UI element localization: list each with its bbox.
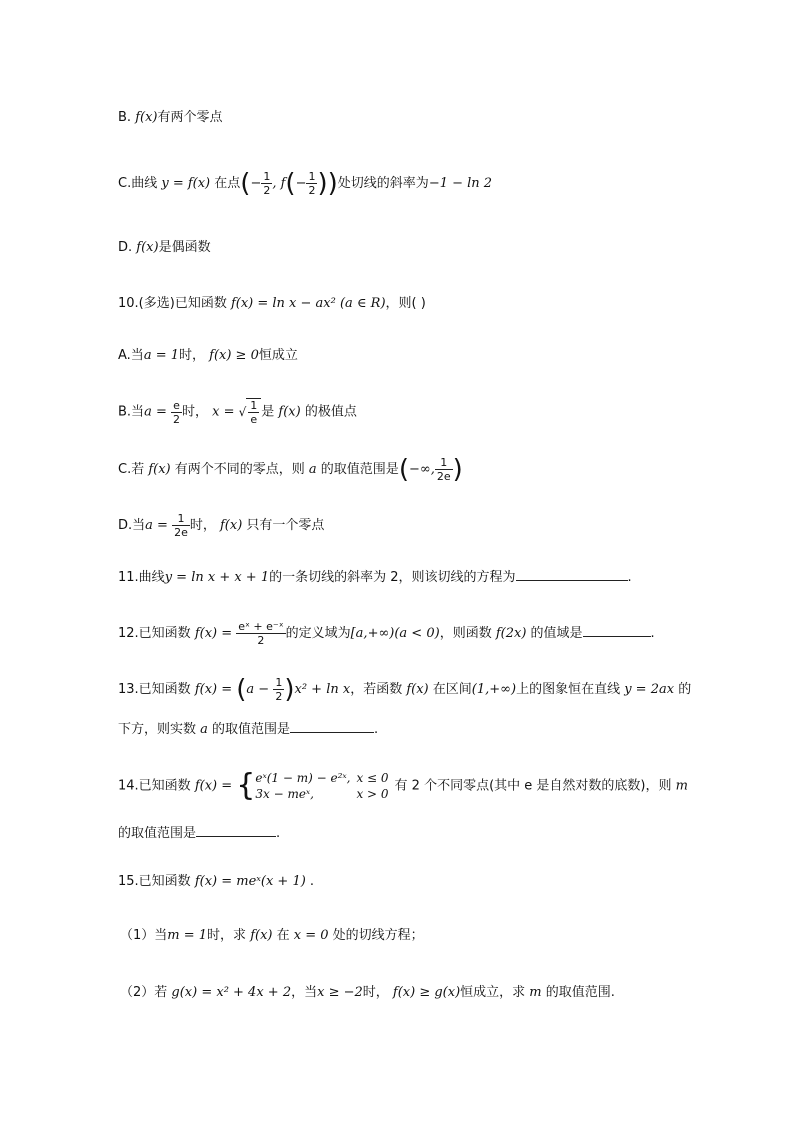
q10-option-c	[118, 456, 463, 483]
question-text: 处的切线方程；	[328, 928, 424, 943]
left-paren: (	[398, 454, 409, 485]
option-label: A.当	[118, 348, 144, 363]
math-expr: f(x)	[136, 240, 159, 255]
fraction	[248, 399, 259, 426]
math-expr: y = 2ax	[620, 682, 679, 697]
fraction-num: 1	[435, 456, 453, 470]
question-number: 12.已知函数	[118, 626, 195, 641]
option-label: B.	[118, 110, 136, 125]
math-expr: a =	[144, 404, 171, 420]
question-number: 15.已知函数	[118, 874, 195, 889]
option-text: 时，	[179, 348, 210, 363]
fraction-num: 1	[250, 399, 258, 412]
fraction-num: 1	[275, 676, 283, 689]
case-expr: eˣ(1 − m) − e²ˣ,	[255, 771, 351, 785]
question-text: 下方，则实数	[118, 722, 197, 737]
math-expr: y = ln x + x + 1	[164, 570, 270, 585]
q10-option-b	[118, 398, 357, 426]
question-text: ，则( )	[385, 296, 426, 311]
fraction-den: 2e	[436, 470, 451, 483]
left-brace: {	[236, 768, 256, 803]
fraction	[261, 170, 272, 197]
math-expr: x = 0	[293, 928, 329, 943]
answer-blank[interactable]	[290, 718, 374, 733]
math-expr: f(x) =	[194, 626, 237, 641]
question-text: 的一条切线的斜率为 2，则该切线的方程为	[269, 570, 516, 585]
option-text: 的极值点	[300, 404, 357, 420]
fraction-num: e	[171, 399, 182, 413]
q10-option-d	[118, 512, 324, 539]
math-expr: x =	[212, 404, 239, 420]
question-text: 时，	[362, 985, 393, 1000]
left-paren: (	[240, 168, 251, 199]
minus-sign: −	[250, 176, 262, 191]
math-expr: −∞,	[408, 462, 435, 477]
q12	[118, 620, 655, 647]
option-text: 是	[261, 404, 279, 420]
math-expr: f(x)	[148, 462, 171, 477]
q10-option-a	[118, 346, 298, 366]
fraction-den: 2	[263, 184, 271, 197]
case-cond: x > 0	[356, 787, 389, 801]
option-text: 有两个零点	[157, 110, 223, 125]
math-expr: a =	[145, 518, 173, 533]
square-root	[239, 398, 262, 426]
fraction-num: 1	[308, 170, 316, 183]
math-expr: x ≥ −2	[317, 985, 363, 1000]
fraction-den: e	[250, 413, 258, 426]
case-cond: x ≤ 0	[356, 771, 389, 785]
option-label: C.若	[118, 462, 149, 477]
right-paren: )	[284, 674, 295, 705]
math-expr: f(x) = ln x − ax² (a ∈ R)	[230, 296, 386, 311]
period: .	[305, 874, 315, 889]
question-text: 的取值范围是	[118, 826, 197, 841]
math-expr: f(x)	[250, 928, 273, 943]
question-number: 11.曲线	[118, 570, 165, 585]
fraction-den: 2	[172, 412, 180, 426]
math-expr: f(x)	[278, 404, 301, 420]
question-number: 14.已知函数	[118, 778, 195, 794]
option-text: 在点	[210, 176, 241, 191]
math-expr: a −	[246, 682, 274, 697]
piecewise-cases	[255, 770, 394, 802]
subquestion-label: （1）当	[120, 928, 168, 943]
math-expr: −1 − ln 2	[428, 176, 493, 191]
option-label: B.当	[118, 404, 145, 420]
math-expr: , f	[272, 176, 286, 191]
period: .	[374, 722, 379, 737]
math-expr: f(x) ≥ g(x)	[392, 985, 461, 1000]
case-expr: 3x − meˣ,	[255, 787, 314, 801]
q15-part2	[120, 983, 615, 1003]
math-expr: x² + ln x	[294, 682, 351, 697]
question-text: 时，求	[207, 928, 251, 943]
period: .	[650, 626, 655, 641]
option-label: D.	[118, 240, 137, 255]
fraction-den: 2	[257, 634, 265, 647]
answer-blank[interactable]	[196, 822, 276, 837]
fraction-den: 2	[275, 690, 283, 703]
option-label: C.曲线	[118, 176, 162, 191]
radical-sign: √	[238, 405, 247, 419]
q14-line1	[118, 770, 688, 802]
math-expr: m	[525, 985, 546, 1000]
fraction-num: eˣ + e⁻ˣ	[238, 620, 284, 633]
question-text: 在区间	[428, 682, 472, 697]
question-text: 恒成立，求	[460, 985, 526, 1000]
q14-line2	[118, 822, 280, 844]
math-expr: a	[196, 722, 213, 737]
q9-option-c	[118, 170, 492, 197]
math-expr: f(2x)	[495, 626, 527, 641]
fraction	[236, 620, 285, 647]
option-text: 是偶函数	[158, 240, 211, 255]
question-number: 10.(多选)已知函数	[118, 296, 231, 311]
math-expr: f(x) =	[194, 778, 237, 794]
question-text: ，则函数	[439, 626, 496, 641]
option-text: 只有一个零点	[242, 518, 325, 533]
option-text: 时，	[181, 404, 213, 420]
question-text: 的值域是	[526, 626, 583, 641]
fraction	[172, 512, 190, 539]
fraction	[171, 399, 182, 426]
q15-part1	[120, 926, 424, 946]
answer-blank[interactable]	[583, 622, 651, 637]
math-expr: y = f(x)	[161, 176, 211, 191]
question-text: ，若函数	[350, 682, 407, 697]
q15-stem	[118, 872, 314, 892]
right-paren: )	[327, 168, 338, 199]
option-label: D.当	[118, 518, 146, 533]
question-text: 的	[678, 682, 692, 697]
option-text: 恒成立	[258, 348, 298, 363]
option-text: 的取值范围是	[320, 462, 399, 477]
left-paren: (	[236, 674, 247, 705]
period: .	[276, 826, 281, 841]
fraction	[306, 170, 317, 197]
question-text: 上的图象恒在直线	[516, 682, 621, 697]
left-paren: (	[285, 168, 296, 199]
question-text: 在	[272, 928, 294, 943]
fraction	[435, 456, 453, 483]
radicand	[246, 398, 261, 426]
subquestion-label: （2）若	[120, 985, 172, 1000]
q9-option-d	[118, 238, 211, 258]
question-text: 的取值范围是	[212, 722, 291, 737]
option-text: 有两个不同的零点，则	[170, 462, 305, 477]
math-expr: a = 1	[143, 348, 179, 363]
question-text: ，当	[291, 985, 318, 1000]
q11	[118, 566, 632, 588]
math-expr: f(x) = meˣ(x + 1)	[194, 874, 306, 889]
fraction	[273, 676, 284, 703]
right-paren: )	[452, 454, 463, 485]
fraction-den: 2e	[174, 526, 188, 539]
math-expr: a	[304, 462, 321, 477]
q9-option-b	[118, 108, 223, 128]
question-text: 的定义域为	[285, 626, 351, 641]
option-text: 处切线的斜率为	[337, 176, 429, 191]
math-expr: f(x)	[220, 518, 243, 533]
question-text: 的取值范围.	[545, 985, 615, 1000]
fraction-num: 1	[172, 512, 190, 526]
question-number: 13.已知函数	[118, 682, 195, 697]
math-expr: m	[671, 778, 688, 794]
fraction-den: 2	[308, 184, 316, 197]
answer-blank[interactable]	[516, 566, 628, 581]
q10-stem	[118, 294, 426, 314]
math-expr: [a,+∞)(a < 0)	[350, 626, 440, 641]
math-expr: f(x)	[135, 110, 158, 125]
period: .	[627, 570, 632, 585]
math-expr: (1,+∞)	[471, 682, 517, 697]
math-expr: f(x) =	[194, 682, 237, 697]
math-expr: m = 1	[167, 928, 208, 943]
fraction-num: 1	[263, 170, 271, 183]
q13-line2	[118, 718, 378, 740]
math-expr: f(x)	[406, 682, 429, 697]
math-expr: g(x) = x² + 4x + 2	[171, 985, 292, 1000]
question-text: 有 2 个不同零点(其中 e 是自然对数的底数)，则	[394, 778, 672, 794]
q13-line1	[118, 676, 691, 703]
option-text: 时，	[189, 518, 220, 533]
math-expr: f(x) ≥ 0	[209, 348, 259, 363]
minus-sign: −	[295, 176, 307, 191]
right-paren: )	[317, 168, 328, 199]
